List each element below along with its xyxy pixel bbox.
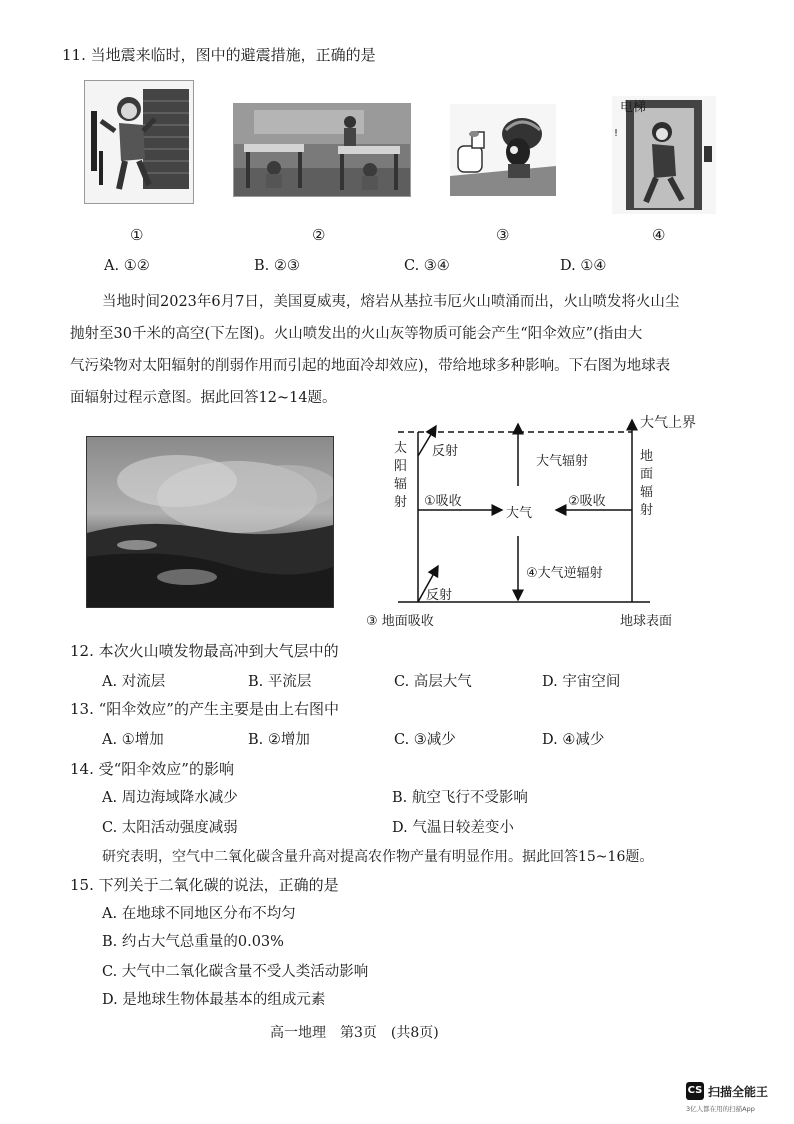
elevator-label: 电梯	[620, 100, 647, 115]
q14-option-d: D. 气温日较差变小	[392, 820, 514, 836]
q15-stem: 15. 下列关于二氧化碳的说法，正确的是	[70, 876, 339, 894]
radiation-diagram	[360, 406, 710, 632]
q11-image-3	[450, 104, 556, 196]
intro-line-3: 气污染物对太阳辐射的削弱作用而引起的地面冷却效应)，带给地球多种影响。下右图为地球表	[70, 358, 671, 374]
diagram-solar-label: 太阳辐射	[394, 441, 408, 510]
diagram-earth-surface: 地球表面	[620, 614, 673, 629]
diagram-ground-absorb: ③ 地面吸收	[366, 614, 434, 629]
q15-option-c: C. 大气中二氧化碳含量不受人类活动影响	[102, 964, 369, 980]
q11-image-1	[84, 80, 194, 204]
diagram-atm-radiation: 大气辐射	[536, 454, 589, 469]
diagram-absorb-1: ①吸收	[424, 494, 462, 509]
q13-stem: 13. “阳伞效应”的产生主要是由上右图中	[70, 700, 339, 718]
q11-image-3-label: ③	[496, 226, 510, 244]
diagram-back-radiation: ④大气逆辐射	[526, 566, 603, 581]
q12-option-d: D. 宇宙空间	[542, 674, 621, 690]
diagram-absorb-2: ②吸收	[568, 494, 606, 509]
q13-option-d: D. ④减少	[542, 732, 605, 748]
q11-stem: 11. 当地震来临时，图中的避震措施，正确的是	[62, 46, 376, 64]
scanner-name: 扫描全能王	[708, 1085, 769, 1099]
volcano-photo	[86, 436, 334, 608]
q13-option-a: A. ①增加	[102, 732, 164, 748]
intro-line-4: 面辐射过程示意图。据此回答12~14题。	[70, 390, 337, 406]
q13-option-c: C. ③减少	[394, 732, 456, 748]
q14-option-c: C. 太阳活动强度减弱	[102, 820, 238, 836]
q11-option-b: B. ②③	[254, 258, 300, 274]
q15-option-a: A. 在地球不同地区分布不均匀	[102, 906, 296, 922]
q14-option-a: A. 周边海域降水减少	[102, 790, 238, 806]
intro-line-1: 当地时间2023年6月7日，美国夏威夷，熔岩从基拉韦厄火山喷涌而出，火山喷发将火山尘	[102, 294, 680, 310]
page-footer: 高一地理 第3页 (共8页)	[270, 1025, 439, 1041]
diagram-reflect-bottom: 反射	[426, 588, 453, 603]
q11-option-c: C. ③④	[404, 258, 450, 274]
q12-stem: 12. 本次火山喷发物最高冲到大气层中的	[70, 642, 339, 660]
q11-image-2	[233, 103, 411, 197]
q15-option-d: D. 是地球生物体最基本的组成元素	[102, 992, 326, 1008]
diagram-atmosphere: 大气	[506, 506, 533, 521]
q11-image-4-label: ④	[652, 226, 666, 244]
q12-option-a: A. 对流层	[102, 674, 166, 690]
diagram-reflect-top: 反射	[432, 444, 459, 459]
q11-option-d: D. ①④	[560, 258, 607, 274]
scanner-logo-icon: CS	[686, 1082, 704, 1100]
scanner-tagline: 3亿人都在用的扫描App	[686, 1105, 755, 1113]
svg-text:!: !	[614, 128, 619, 139]
intro2: 研究表明，空气中二氧化碳含量升高对提高农作物产量有明显作用。据此回答15~16题。	[102, 849, 654, 865]
q15-option-b: B. 约占大气总重量的0.03%	[102, 934, 284, 950]
q11-option-a: A. ①②	[104, 258, 150, 274]
intro-line-2: 抛射至30千米的高空(下左图)。火山喷发出的火山灰等物质可能会产生“阳伞效应”(指由大	[70, 326, 643, 342]
diagram-ground-radiation-label: 地面辐射	[640, 449, 654, 518]
q14-option-b: B. 航空飞行不受影响	[392, 790, 528, 806]
q12-option-b: B. 平流层	[248, 674, 312, 690]
q11-image-2-label: ②	[312, 226, 326, 244]
q12-option-c: C. 高层大气	[394, 674, 472, 690]
q13-option-b: B. ②增加	[248, 732, 310, 748]
q11-image-1-label: ①	[130, 226, 144, 244]
diagram-top-label: 大气上界	[640, 415, 696, 431]
q14-stem: 14. 受“阳伞效应”的影响	[70, 760, 234, 778]
